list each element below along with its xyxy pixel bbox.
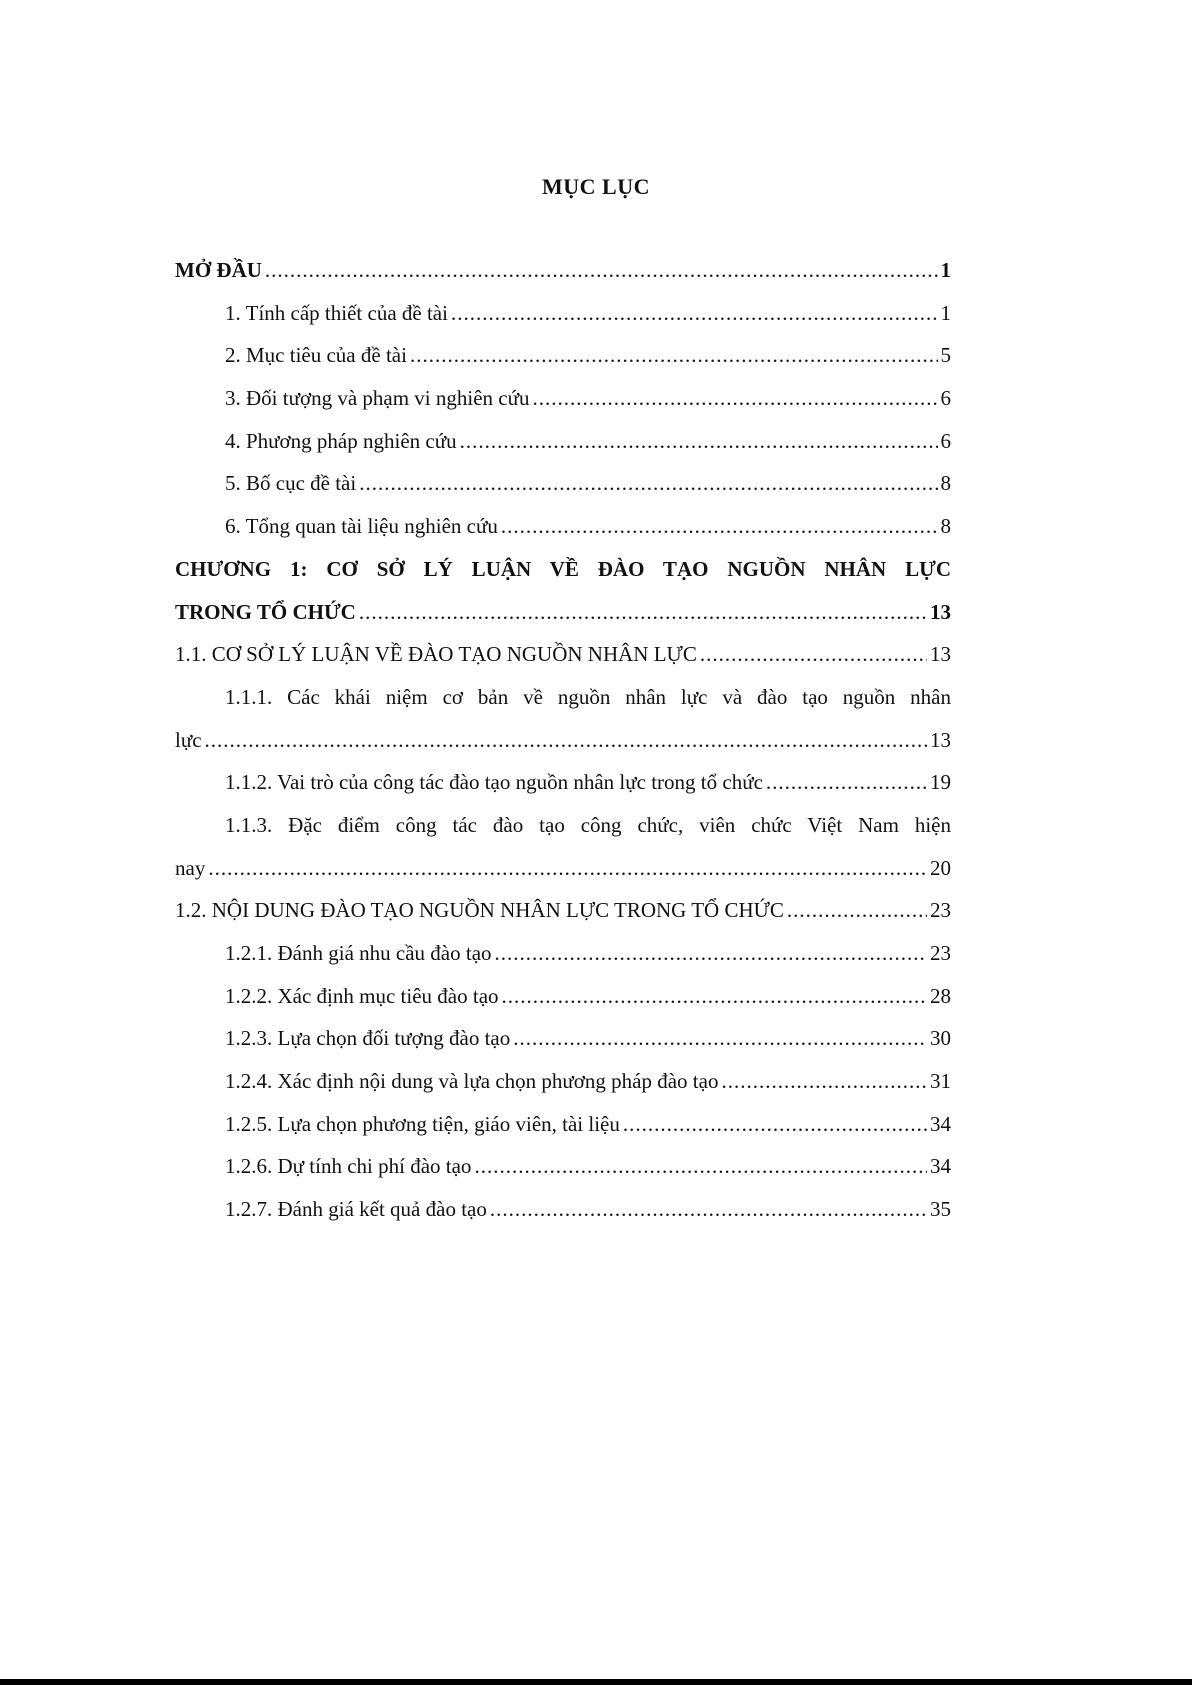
- dot-leader: [474, 1152, 927, 1180]
- toc-page-number: 20: [930, 855, 951, 880]
- toc-entry-text: 1.1.2. Vai trò của công tác đào tạo nguồn nhân lực trong tổ chức: [225, 770, 763, 795]
- toc-entry-chapter-1[interactable]: [175, 555, 951, 598]
- toc-page-number: 23: [930, 941, 951, 965]
- toc-page-number: 13: [930, 727, 951, 752]
- toc-entry-1-2[interactable]: [175, 896, 951, 939]
- toc-entry-text-continued: nay: [175, 855, 206, 880]
- toc-entry-text: 1.2.7. Đánh giá kết quả đào tạo: [225, 1197, 487, 1222]
- toc-page-number: 30: [930, 1026, 951, 1051]
- toc-page-number: 6: [940, 386, 951, 411]
- toc-page-number: 8: [940, 514, 951, 539]
- toc-entry-1[interactable]: [175, 299, 951, 342]
- toc-entry-text: MỞ ĐẦU: [175, 258, 262, 282]
- toc-entry-1-1-1-cont[interactable]: [175, 726, 951, 769]
- toc-page-number: 6: [940, 428, 951, 453]
- toc-entry-text-continued: lực: [175, 727, 202, 752]
- dot-leader: [410, 341, 938, 369]
- dot-leader: [265, 256, 938, 284]
- toc-entry-text: 1.1.3. Đặc điểm công tác đào tạo công chức, viên chức Việt Nam hiện: [225, 812, 951, 837]
- dot-leader: [787, 896, 927, 924]
- dot-leader: [208, 854, 927, 882]
- toc-entry-1-2-7[interactable]: [175, 1195, 951, 1238]
- bottom-edge-rule: [0, 1679, 1192, 1685]
- dot-leader: [205, 726, 927, 754]
- toc-entry-text: 1.2.1. Đánh giá nhu cầu đào tạo: [225, 941, 492, 965]
- toc-entry-1-1-1[interactable]: [175, 683, 951, 726]
- dot-leader: [766, 768, 927, 796]
- toc-page-number: 28: [930, 983, 951, 1008]
- toc-page-number: 1: [940, 258, 951, 282]
- toc-entry-2[interactable]: [175, 341, 951, 384]
- toc-entry-1-2-5[interactable]: [175, 1110, 951, 1153]
- dot-leader: [460, 427, 938, 455]
- toc-entry-text: 1. Tính cấp thiết của đề tài: [225, 300, 448, 325]
- toc-entry-text: 1.2.6. Dự tính chi phí đào tạo: [225, 1154, 472, 1179]
- toc-entry-1-2-2[interactable]: [175, 982, 951, 1025]
- toc-entry-1-1-3-cont[interactable]: [175, 854, 951, 897]
- toc-page-number: 13: [930, 599, 951, 624]
- toc-entry-5[interactable]: [175, 469, 951, 512]
- dot-leader: [502, 982, 927, 1010]
- toc-entry-1-2-1[interactable]: [175, 939, 951, 982]
- table-of-contents: [175, 256, 951, 1238]
- dot-leader: [700, 640, 927, 668]
- toc-page-number: 13: [930, 642, 951, 667]
- toc-page-number: 35: [930, 1197, 951, 1222]
- toc-page-number: 1: [940, 300, 951, 325]
- toc-entry-4[interactable]: [175, 427, 951, 470]
- toc-entry-chapter-1-cont[interactable]: [175, 598, 951, 641]
- toc-entry-text: 4. Phương pháp nghiên cứu: [225, 428, 457, 453]
- toc-entry-text: 1.2.2. Xác định mục tiêu đào tạo: [225, 983, 499, 1008]
- dot-leader: [490, 1195, 927, 1223]
- toc-entry-text: 1.2.3. Lựa chọn đối tượng đào tạo: [225, 1026, 511, 1051]
- toc-page-number: 34: [930, 1111, 951, 1136]
- toc-entry-text: 2. Mục tiêu của đề tài: [225, 343, 407, 368]
- dot-leader: [359, 598, 927, 626]
- dot-leader: [451, 299, 938, 327]
- toc-page-number: 19: [930, 770, 951, 795]
- toc-title: MỤC LỤC: [542, 174, 650, 199]
- toc-page-number: 8: [940, 471, 951, 496]
- toc-entry-3[interactable]: [175, 384, 951, 427]
- toc-entry-1-2-3[interactable]: [175, 1024, 951, 1067]
- toc-entry-text: 1.2.5. Lựa chọn phương tiện, giáo viên, tài liệu: [225, 1111, 620, 1136]
- toc-entry-1-1-3[interactable]: [175, 811, 951, 854]
- dot-leader: [513, 1024, 927, 1052]
- toc-entry-text: 1.2.4. Xác định nội dung và lựa chọn phương pháp đào tạo: [225, 1069, 719, 1094]
- toc-page-number: 5: [940, 343, 951, 368]
- dot-leader: [533, 384, 938, 412]
- dot-leader: [501, 512, 938, 540]
- toc-entry-1-1-2[interactable]: [175, 768, 951, 811]
- toc-entry-text: 1.1.1. Các khái niệm cơ bản về nguồn nhân lực và đào tạo nguồn nhân: [225, 684, 951, 709]
- dot-leader: [623, 1110, 927, 1138]
- toc-entry-text: 5. Bố cục đề tài: [225, 471, 357, 496]
- toc-entry-1-1[interactable]: [175, 640, 951, 683]
- toc-entry-text-continued: TRONG TỔ CHỨC: [175, 599, 356, 624]
- dot-leader: [359, 469, 937, 497]
- toc-entry-mo-dau[interactable]: [175, 256, 951, 299]
- toc-page-number: 34: [930, 1154, 951, 1179]
- toc-page-number: 31: [930, 1069, 951, 1094]
- toc-entry-1-2-6[interactable]: [175, 1152, 951, 1195]
- toc-entry-text: 1.2. NỘI DUNG ĐÀO TẠO NGUỒN NHÂN LỰC TRONG TỔ CHỨC: [175, 898, 784, 923]
- toc-entry-text: 6. Tổng quan tài liệu nghiên cứu: [225, 514, 498, 539]
- dot-leader: [721, 1067, 927, 1095]
- toc-entry-1-2-4[interactable]: [175, 1067, 951, 1110]
- dot-leader: [495, 939, 927, 967]
- toc-entry-text: 1.1. CƠ SỞ LÝ LUẬN VỀ ĐÀO TẠO NGUỒN NHÂN LỰC: [175, 642, 697, 667]
- toc-entry-text: 3. Đối tượng và phạm vi nghiên cứu: [225, 386, 530, 411]
- toc-page-number: 23: [930, 898, 951, 923]
- toc-entry-6[interactable]: [175, 512, 951, 555]
- toc-entry-text: CHƯƠNG 1: CƠ SỞ LÝ LUẬN VỀ ĐÀO TẠO NGUỒN NHÂN LỰC: [175, 556, 951, 581]
